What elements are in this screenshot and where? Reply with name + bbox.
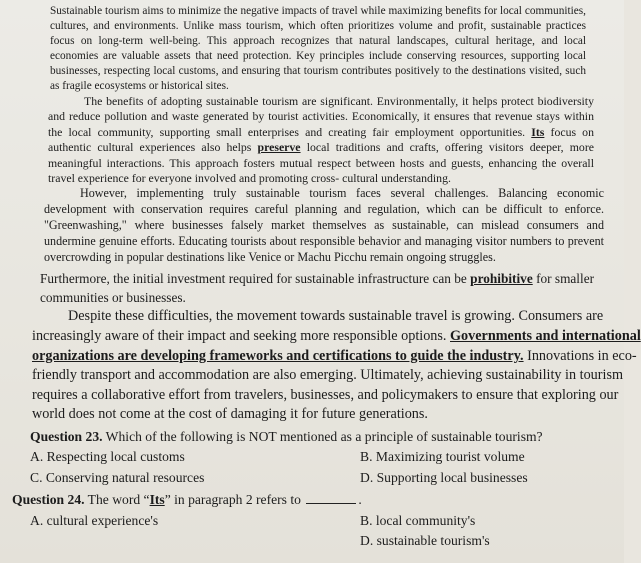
question-24-stem <box>12 490 614 511</box>
question-23-option-d[interactable]: D. Supporting local businesses <box>360 469 528 485</box>
question-23 <box>30 427 614 489</box>
underlined-word-preserve: preserve <box>257 140 301 155</box>
question-24-end: . <box>358 492 362 508</box>
paragraph-3 <box>40 186 614 265</box>
paragraph-5-line-2a: increasingly aware of their impact and seeking more responsible options. <box>32 328 447 345</box>
paragraph-4-text-a: Furthermore, the initial investment required for sustainable infrastructure can be <box>40 271 467 287</box>
question-23-text: Which of the following is NOT mentioned as a principle of sustainable tourism? <box>105 428 543 444</box>
question-24-option-a[interactable]: A. cultural experience's <box>30 512 159 528</box>
underlined-phrase-organizations: organizations are developing frameworks and certifications to guide the industry. <box>32 347 524 364</box>
question-24-text-a: The word “ <box>87 492 150 508</box>
answer-blank[interactable] <box>306 503 356 504</box>
underlined-word-its: Its <box>531 124 545 139</box>
paragraph-5-line-1: Despite these difficulties, the movement towards sustainable travel is growing. Consumers are <box>68 308 604 325</box>
question-23-option-c[interactable]: C. Conserving natural resources <box>30 469 205 485</box>
paragraph-5-line-5: requires a collaborative effort from travelers, businesses, and policymakers to ensure that exploring our <box>32 386 619 403</box>
paragraph-1 <box>40 4 614 94</box>
question-23-option-b[interactable]: B. Maximizing tourist volume <box>360 449 525 465</box>
paragraph-2-text-a: The benefits of adopting sustainable tourism are significant. Environmentally, it helps protect biodiversity and reduce pollution and waste generated by tourist activities. Economically, it ensures that revenue stays within the local community, supporting small enterprises and creating fair employment opportunities. <box>48 94 594 139</box>
paragraph-4-text-b: for smaller <box>536 271 595 287</box>
question-24-word: Its <box>149 492 165 508</box>
question-23-option-a[interactable]: A. Respecting local customs <box>30 449 185 465</box>
paragraph-2 <box>40 94 614 186</box>
paragraph-4-text-c: communities or businesses. <box>40 290 186 306</box>
question-24 <box>12 490 614 552</box>
paragraph-5-line-3b: Innovations in eco- <box>527 347 637 364</box>
underlined-phrase-governments: Governments and international <box>450 328 641 345</box>
paragraph-2-text-c: local traditions and crafts, offering visitors deeper, more meaningful interactions. This approach fosters mutual respect between hosts and guests, enhancing the overall travel experience for everyone involved and promoting cross- cultural understanding. <box>48 140 594 186</box>
question-24-text-b: ” in paragraph 2 refers to <box>164 492 301 508</box>
paragraph-5 <box>32 307 641 425</box>
question-24-options <box>30 511 614 552</box>
paragraph-2-text-b: focus on authentic cultural experiences also helps <box>48 124 594 155</box>
paragraph-5-line-4: friendly transport and accommodation are also emerging. Ultimately, achieving sustainability in tourism <box>32 367 623 384</box>
question-24-option-d[interactable]: D. sustainable tourism's <box>360 533 490 549</box>
paragraph-5-line-6: world does not come at the cost of damaging it for future generations. <box>32 406 428 423</box>
paragraph-3-text: However, implementing truly sustainable tourism faces several challenges. Balancing economic development with conservation requires careful planning and regulation, which can be difficult to enforce. "Greenwashing," where businesses falsely market themselves as sustainable, can mislead consumers and undermine genuine efforts. Educating tourists about responsible behavior and managing visitor numbers to prevent overcrowding in popular destinations like Venice or Machu Picchu remain ongoing struggles. <box>44 186 604 264</box>
question-24-option-b[interactable]: B. local community's <box>360 512 476 528</box>
question-24-label: Question 24. <box>12 492 85 508</box>
question-23-label: Question 23. <box>30 428 103 444</box>
question-23-options <box>30 447 614 488</box>
underlined-word-prohibitive: prohibitive <box>470 271 533 287</box>
paragraph-4 <box>40 269 614 307</box>
question-24-option-spacer <box>30 531 360 552</box>
question-23-stem <box>30 427 614 448</box>
paragraph-1-text: Sustainable tourism aims to minimize the negative impacts of travel while maximizing benefits for local communities, cultures, and environments. Unlike mass tourism, which often prioritizes volume and profit, sustainable practices focus on long-term well-being. This approach recognizes that natural landscapes, cultural heritage, and local economies are valuable assets that need protection. Key principles include conserving resources, supporting local businesses, respecting local customs, and ensuring that tourism contributes positively to the destinations visited, such as fragile ecosystems or historical sites. <box>50 5 586 92</box>
